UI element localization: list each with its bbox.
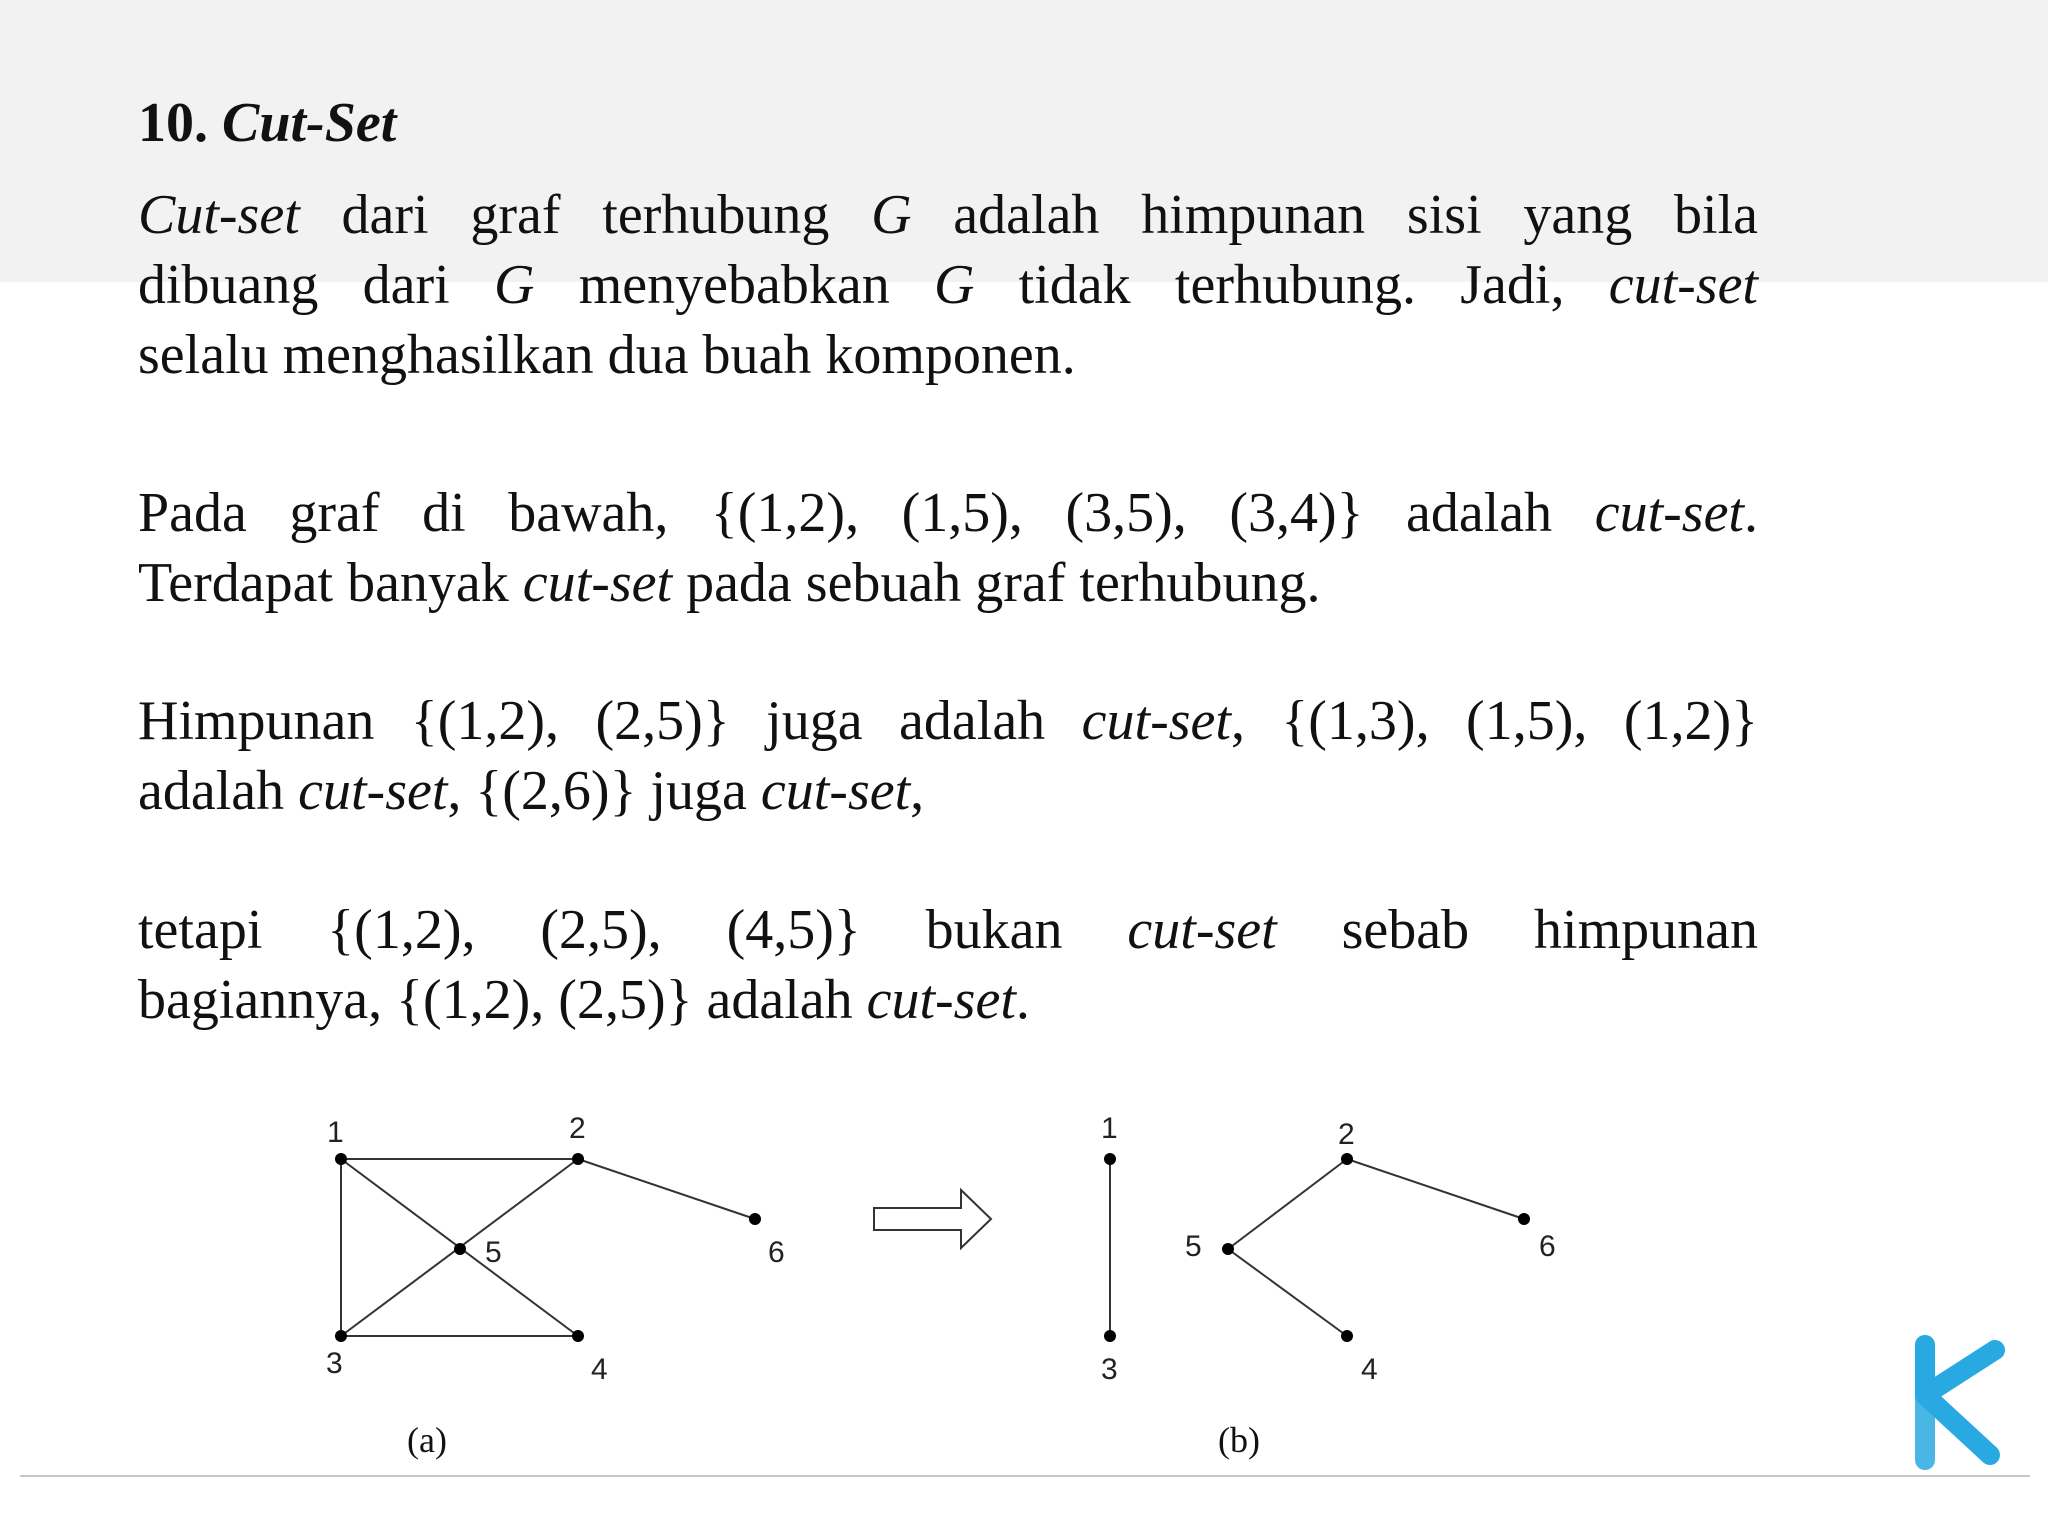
vertex-label: 4	[1361, 1353, 1378, 1386]
edge-2-6	[578, 1159, 755, 1219]
graph-a-labels	[326, 1112, 785, 1386]
edge-2-5	[1228, 1159, 1347, 1249]
vertex-label: 6	[1539, 1230, 1556, 1263]
p3-line-1: Himpunan {(1,2), (2,5)} juga adalah cut-set, {(1,3), (1,5), (1,2)}	[138, 690, 1758, 752]
p1-line-3: selalu menghasilkan dua buah komponen.	[138, 324, 1076, 386]
vertex-label: 3	[326, 1347, 343, 1380]
heading-title: Cut-Set	[222, 92, 397, 154]
vertex-label: 1	[327, 1116, 344, 1149]
graph-b-edges	[1110, 1159, 1524, 1336]
vertex-5	[1222, 1243, 1234, 1255]
p4-line-1: tetapi {(1,2), (2,5), (4,5)} bukan cut-set sebab himpunan	[138, 899, 1758, 961]
p2-line-1: Pada graf di bawah, {(1,2), (1,5), (3,5), (3,4)} adalah cut-set.	[138, 482, 1758, 544]
vertex-label: 5	[485, 1236, 502, 1269]
footer-rule	[20, 1475, 2030, 1477]
vertex-label: 6	[768, 1236, 785, 1269]
edge-2-6	[1347, 1159, 1524, 1219]
vertex-4	[1341, 1330, 1353, 1342]
vertex-label: 1	[1101, 1112, 1118, 1145]
heading-number: 10.	[138, 92, 208, 154]
vertex-4	[572, 1330, 584, 1342]
caption-a: (a)	[407, 1420, 447, 1460]
p1-line-1: Cut-set dari graf terhubung G adalah himpunan sisi yang bila	[138, 184, 1758, 246]
vertex-1	[335, 1153, 347, 1165]
vertex-label: 3	[1101, 1353, 1118, 1386]
vertex-6	[1518, 1213, 1530, 1225]
vertex-1	[1104, 1153, 1116, 1165]
p4-line-2: bagiannya, {(1,2), (2,5)} adalah cut-set.	[138, 969, 1030, 1031]
vertex-5	[454, 1243, 466, 1255]
right-arrow-icon	[874, 1190, 991, 1248]
vertex-3	[1104, 1330, 1116, 1342]
edge-5-4	[1228, 1249, 1347, 1336]
p3-line-2: adalah cut-set, {(2,6)} juga cut-set,	[138, 760, 925, 822]
p1-line-2: dibuang dari G menyebabkan G tidak terhubung. Jadi, cut-set	[138, 254, 1758, 316]
vertex-label: 2	[1338, 1118, 1355, 1151]
vertex-2	[572, 1153, 584, 1165]
vertex-2	[1341, 1153, 1353, 1165]
graph-a-edges	[341, 1159, 755, 1336]
vertex-label: 4	[591, 1353, 608, 1386]
vertex-label: 5	[1185, 1230, 1202, 1263]
graph-b-labels	[1101, 1112, 1556, 1386]
p2-line-2: Terdapat banyak cut-set pada sebuah graf terhubung.	[138, 552, 1321, 614]
vertex-6	[749, 1213, 761, 1225]
vertex-label: 2	[569, 1112, 586, 1145]
term-cut-set: Cut-set	[138, 184, 300, 246]
k-logo-icon	[1895, 1335, 2015, 1475]
caption-b: (b)	[1218, 1420, 1260, 1460]
vertex-3	[335, 1330, 347, 1342]
